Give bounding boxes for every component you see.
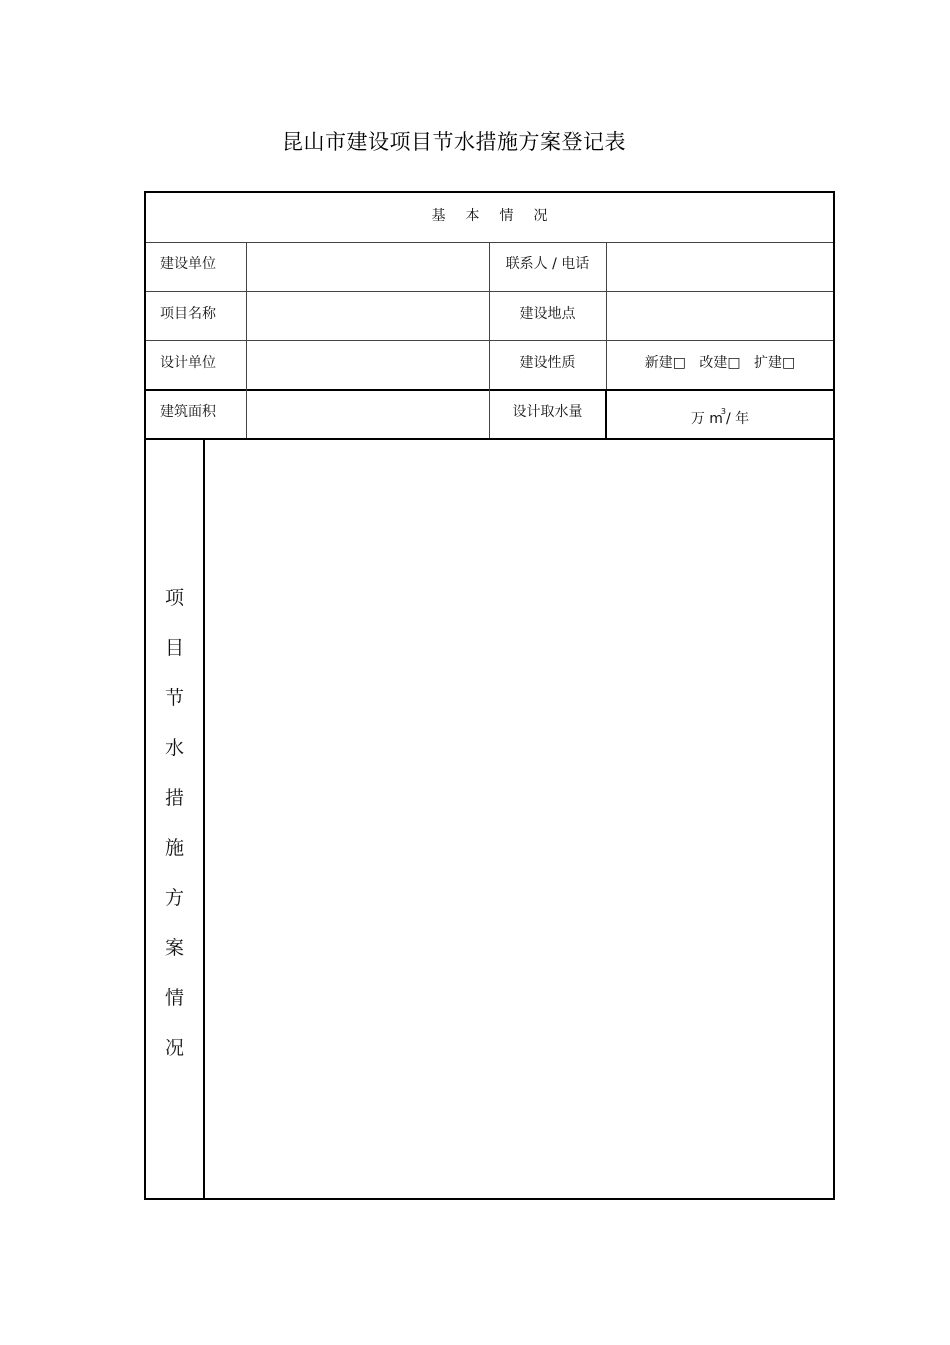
registration-form bbox=[144, 191, 835, 1200]
plan-label-char: 案 bbox=[164, 937, 184, 959]
plan-section-label bbox=[146, 573, 203, 1073]
column-divider bbox=[489, 242, 490, 438]
value-design-water-intake[interactable] bbox=[607, 403, 833, 428]
label-construction-unit: 建设单位 bbox=[160, 256, 216, 272]
column-divider bbox=[606, 242, 607, 389]
label-design-water-intake: 设计取水量 bbox=[512, 404, 583, 420]
plan-label-char: 目 bbox=[164, 637, 184, 659]
plan-label-char: 况 bbox=[164, 1037, 184, 1059]
unit-prefix: 万 m bbox=[690, 411, 723, 427]
column-divider bbox=[605, 389, 607, 438]
label-contact-phone: 联系人 / 电话 bbox=[505, 256, 590, 272]
plan-label-char: 节 bbox=[164, 687, 184, 709]
form-title: 昆山市建设项目节水措施方案登记表 bbox=[282, 130, 626, 154]
column-divider bbox=[246, 242, 247, 438]
plan-label-char: 水 bbox=[164, 737, 184, 759]
unit-exponent: 3 bbox=[720, 407, 726, 416]
plan-label-char: 项 bbox=[164, 587, 184, 609]
unit-suffix: / 年 bbox=[726, 411, 750, 427]
label-project-name: 项目名称 bbox=[160, 306, 216, 322]
plan-label-char: 情 bbox=[164, 987, 184, 1009]
section-header: 基本情况 bbox=[431, 208, 568, 224]
plan-label-char: 措 bbox=[164, 787, 184, 809]
label-construction-site: 建设地点 bbox=[519, 306, 576, 322]
plan-label-char: 施 bbox=[164, 837, 184, 859]
construction-nature-checkboxes[interactable]: 新建□ 改建□ 扩建□ bbox=[644, 355, 796, 371]
plan-label-char: 方 bbox=[164, 887, 184, 909]
label-floor-area: 建筑面积 bbox=[160, 404, 216, 420]
label-design-unit: 设计单位 bbox=[160, 355, 216, 371]
label-construction-nature: 建设性质 bbox=[519, 355, 576, 371]
row-divider bbox=[146, 438, 833, 440]
plan-label-divider bbox=[203, 438, 205, 1198]
